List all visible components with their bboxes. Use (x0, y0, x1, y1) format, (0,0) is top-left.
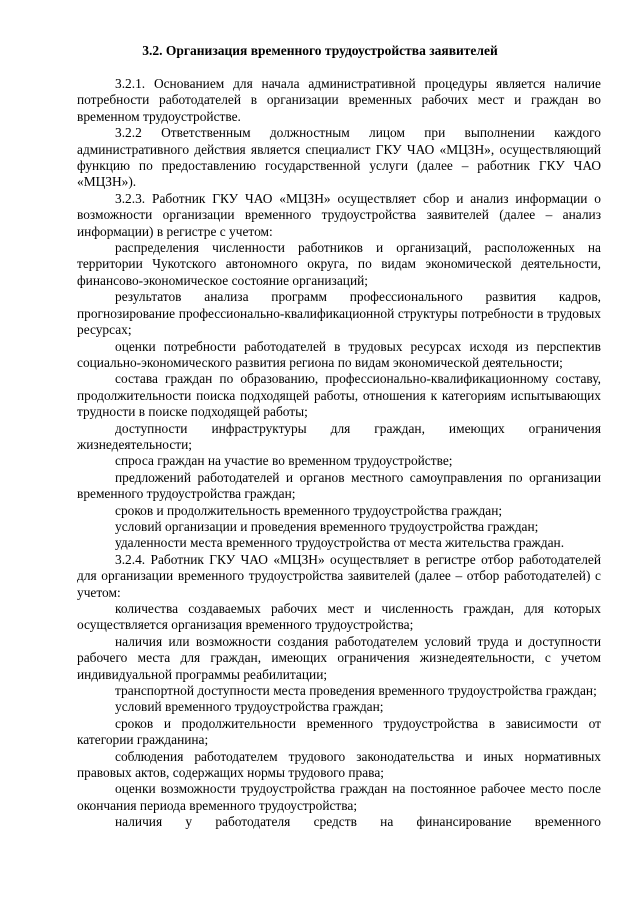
paragraph: состава граждан по образованию, профессионально-квалификационному составу, продолжительности поиска подходящей работы, отношения к категориям испытывающих трудности в поиске подходящей работы; (77, 371, 601, 420)
section-body (77, 76, 601, 831)
paragraph: 3.2.4. Работник ГКУ ЧАО «МЦЗН» осуществляет в регистре отбор работодателей для организации временного трудоустройства заявителей (далее – отбор работодателей) с учетом: (77, 551, 601, 600)
section-title: 3.2. Организация временного трудоустройства заявителей (142, 43, 498, 58)
paragraph: предложений работодателей и органов местного самоуправления по организации временного трудоустройства граждан; (77, 469, 601, 502)
paragraph: транспортной доступности места проведения временного трудоустройства граждан; (115, 683, 597, 699)
paragraph: 3.2.1. Основанием для начала административной процедуры является наличие потребности работодателей в организации временных рабочих мест и граждан во временном трудоустройстве. (77, 76, 601, 124)
paragraph: результатов анализа программ профессионального развития кадров, прогнозирование профессионально-квалификационной структуры потребности в трудовых ресурсах; (77, 289, 601, 338)
paragraph: сроков и продолжительности временного трудоустройства в зависимости от категории гражданина; (77, 715, 601, 748)
paragraph: оценки потребности работодателей в трудовых ресурсах исходя из перспектив социально-экономического развития региона по видам экономической деятельности; (77, 338, 601, 370)
paragraph: спроса граждан на участие во временном трудоустройстве; (115, 453, 453, 469)
paragraph: соблюдения работодателем трудового законодательства и иных нормативных правовых актов, содержащих нормы трудового права; (77, 748, 601, 781)
paragraph: наличия или возможности создания работодателем условий труда и доступности рабочего места для граждан, имеющих ограничения жизнедеятельности, с учетом индивидуальной программы реабилитации; (77, 633, 601, 682)
paragraph: условий организации и проведения временного трудоустройства граждан; (115, 518, 539, 534)
paragraph: 3.2.3. Работник ГКУ ЧАО «МЦЗН» осуществляет сбор и анализ информации о возможности организации временного трудоустройства заявителей (далее – анализ информации) в регистре с учетом: (77, 190, 601, 239)
paragraph: сроков и продолжительность временного трудоустройства граждан; (115, 502, 503, 518)
paragraph: наличия у работодателя средств на финансирование временного (115, 814, 601, 830)
paragraph: условий временного трудоустройства граждан; (115, 699, 384, 715)
paragraph: 3.2.2 Ответственным должностным лицом при выполнении каждого административного действия является специалист ГКУ ЧАО «МЦЗН», осуществляющий функцию по предоставлению государственной услуги (далее – работник ГКУ ЧАО «МЦЗН»). (77, 125, 601, 190)
paragraph: количества создаваемых рабочих мест и численность граждан, для которых осуществляется организация временного трудоустройства; (77, 601, 601, 633)
paragraph: распределения численности работников и организаций, расположенных на территории Чукотского автономного округа, по видам экономической деятельности, финансово-экономическое состояние организаций; (77, 240, 601, 288)
paragraph: оценки возможности трудоустройства граждан на постоянное рабочее место после окончания периода временного трудоустройства; (77, 781, 601, 813)
paragraph: удаленности места временного трудоустройства от места жительства граждан. (115, 535, 565, 551)
paragraph: доступности инфраструктуры для граждан, имеющих ограничения жизнедеятельности; (77, 420, 601, 452)
